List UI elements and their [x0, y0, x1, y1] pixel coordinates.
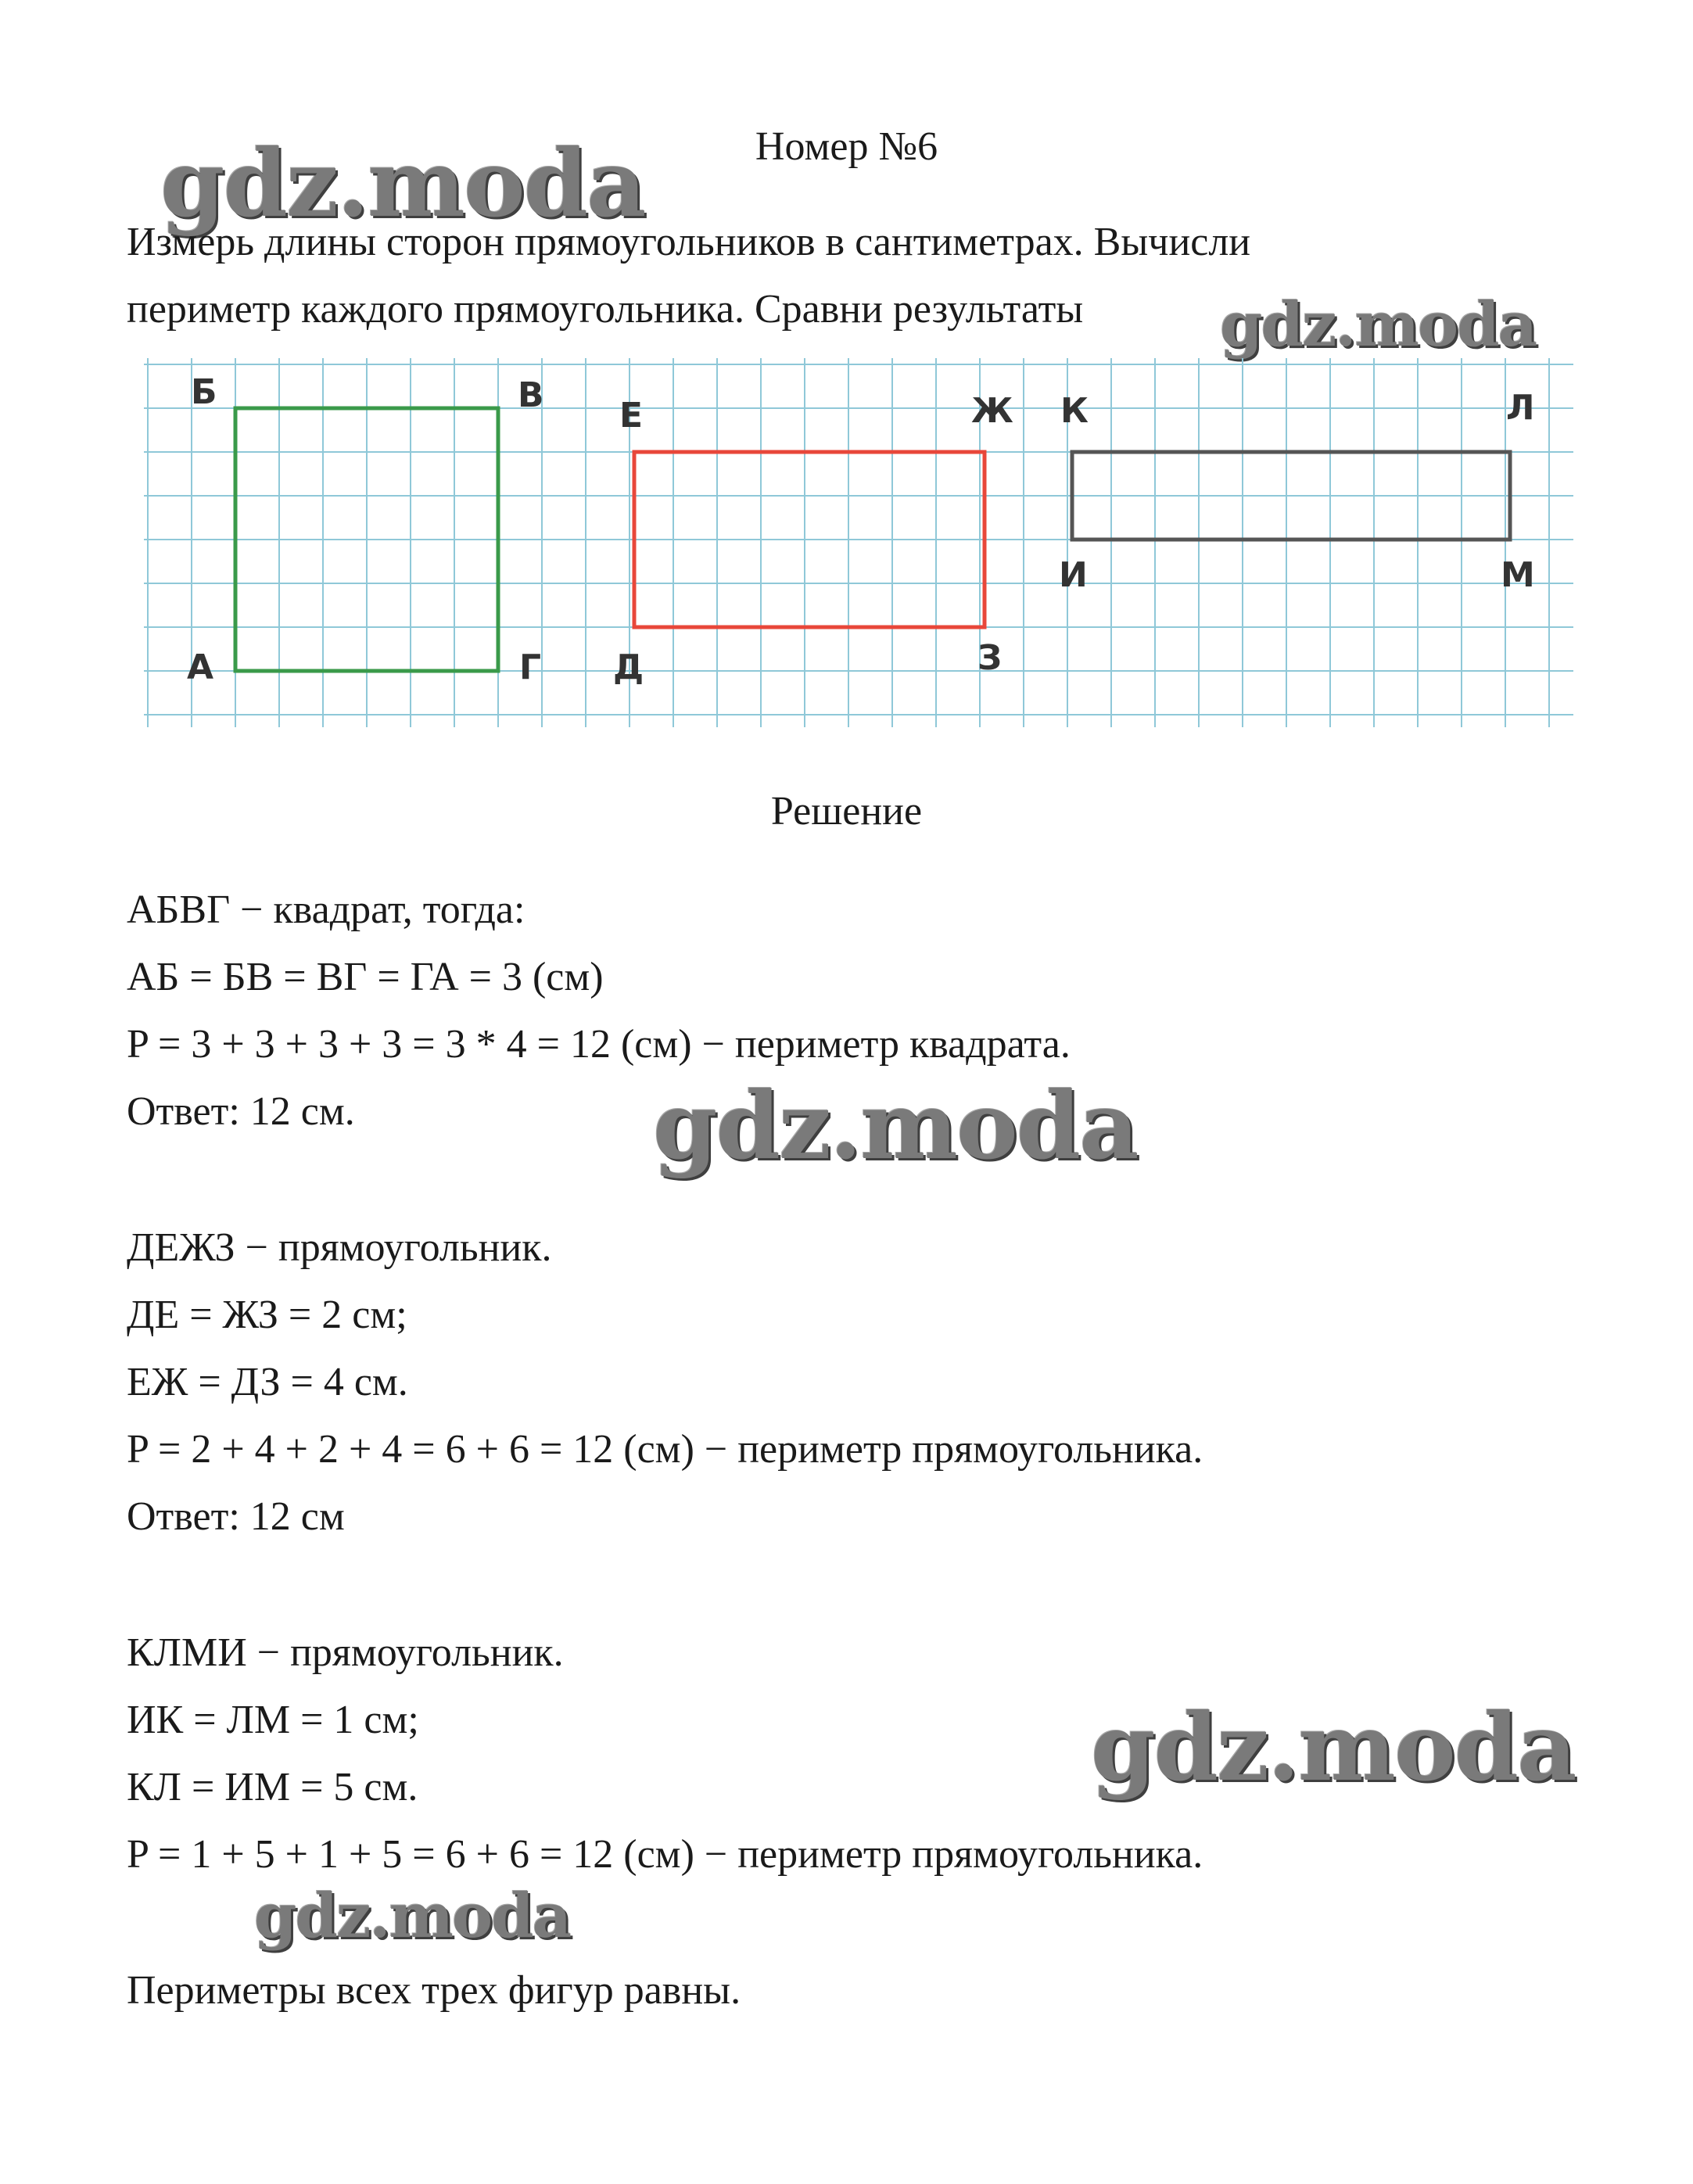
label-m: М: [1501, 555, 1535, 595]
watermark-logo: gdz.moda: [653, 1071, 1138, 1180]
label-e: Е: [619, 396, 644, 436]
solution-line: КЛМИ − прямоугольник.: [127, 1630, 564, 1675]
label-b: Б: [191, 372, 217, 412]
page-title: Номер №6: [755, 124, 938, 169]
solution-line: ЕЖ = ДЗ = 4 см.: [127, 1360, 408, 1404]
rectangles-figure: [144, 358, 1573, 727]
watermark-logo: gdz.moda: [1091, 1693, 1576, 1802]
solution-line: КЛ = ИМ = 5 см.: [127, 1765, 418, 1809]
conclusion-line: Периметры всех трех фигур равны.: [127, 1968, 741, 2013]
label-z: З: [977, 638, 1003, 678]
watermark-logo: gdz.moda: [1220, 289, 1537, 360]
solution-heading: Решение: [770, 789, 923, 834]
task-text-line-1: Измерь длины сторон прямоугольников в сантиметрах. Вычисли: [127, 220, 1251, 264]
label-v: В: [518, 375, 544, 415]
solution-line: ДЕ = ЖЗ = 2 см;: [127, 1293, 407, 1337]
solution-line: P = 3 + 3 + 3 + 3 = 3 * 4 = 12 (см) − периметр квадрата.: [127, 1022, 1071, 1067]
label-i: И: [1059, 555, 1088, 595]
solution-line: АБ = БВ = ВГ = ГА = 3 (см): [127, 955, 604, 999]
solution-line: P = 2 + 4 + 2 + 4 = 6 + 6 = 12 (см) − периметр прямоугольника.: [127, 1427, 1203, 1472]
label-zh: Ж: [971, 391, 1013, 431]
task-text-line-2: периметр каждого прямоугольника. Сравни результаты: [127, 287, 1084, 332]
label-k: К: [1060, 391, 1089, 431]
watermark-logo: gdz.moda: [160, 129, 645, 238]
answer-line: Ответ: 12 см.: [127, 1089, 355, 1134]
label-a: А: [187, 647, 214, 687]
solution-line: P = 1 + 5 + 1 + 5 = 6 + 6 = 12 (см) − периметр прямоугольника.: [127, 1832, 1203, 1877]
solution-line: ИК = ЛМ = 1 см;: [127, 1698, 419, 1742]
watermark-logo: gdz.moda: [254, 1881, 571, 1952]
solution-line: ДЕЖЗ − прямоугольник.: [127, 1225, 552, 1270]
answer-line: Ответ: 12 см: [127, 1494, 345, 1539]
label-g: Г: [519, 647, 542, 687]
solution-line: АБВГ − квадрат, тогда:: [127, 888, 525, 932]
label-l: Л: [1506, 388, 1535, 428]
label-d: Д: [613, 647, 644, 687]
